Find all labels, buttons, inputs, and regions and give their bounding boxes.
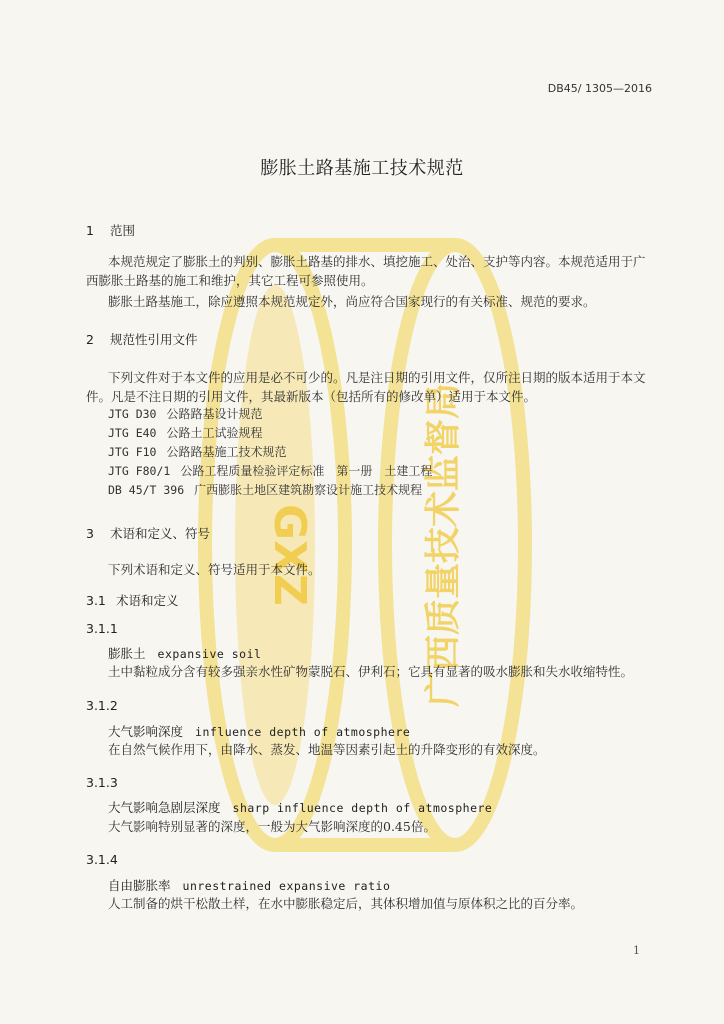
- section-number: 2: [86, 332, 94, 347]
- watermark-org-text: 广西质量技术监督局: [423, 382, 464, 708]
- term-definition: 人工制备的烘干松散土样，在水中膨胀稳定后，其体积增加值与原体积之比的百分率。: [108, 896, 584, 911]
- terms-intro: 下列术语和定义、符号适用于本文件。: [108, 562, 321, 577]
- reference-code: JTG E40: [108, 426, 157, 440]
- reference-item: [108, 424, 432, 443]
- section-3-1-heading: [86, 591, 179, 609]
- section-title: 范围: [110, 223, 136, 238]
- term-en: unrestrained expansive ratio: [182, 879, 391, 893]
- term-heading: [108, 722, 410, 740]
- section-1-heading: [86, 221, 135, 239]
- reference-code: JTG D30: [108, 407, 157, 421]
- term-number: 3.1.2: [86, 698, 118, 713]
- reference-code: DB 45/T 396: [108, 483, 185, 497]
- watermark-logo-text: GXZ: [264, 504, 315, 606]
- reference-item: [108, 405, 432, 424]
- section-title: 术语和定义、符号: [110, 526, 211, 541]
- text-line: 本规范规定了膨胀土的判别、膨胀土路基的排水、填挖施工、处治、支护等内容。本规范适用于广: [108, 254, 646, 269]
- section-number: 3.1: [86, 593, 106, 608]
- document-number: DB45/ 1305—2016: [547, 82, 652, 95]
- section-title: 规范性引用文件: [110, 332, 198, 347]
- term-en: expansive soil: [157, 647, 262, 661]
- reference-item: [108, 443, 432, 462]
- term-definition: 在自然气候作用下，由降水、蒸发、地温等因素引起土的升降变形的有效深度。: [108, 742, 546, 757]
- scope-paragraph-2: 膨胀土路基施工，除应遵照本规范规定外，尚应符合国家现行的有关标准、规范的要求。: [108, 294, 596, 309]
- term-number: 3.1.3: [86, 775, 118, 790]
- reference-item: [108, 462, 432, 481]
- text-line: 西膨胀土路基的施工和维护，其它工程可参照使用。: [86, 273, 374, 288]
- page-number: 1: [633, 944, 640, 957]
- section-number: 1: [86, 223, 94, 238]
- refs-intro-line-1: 下列文件对于本文件的应用是必不可少的。凡是注日期的引用文件，仅所注日期的版本适用于本文: [108, 370, 646, 385]
- scope-paragraph-1-cont: [86, 271, 638, 290]
- term-number: 3.1.4: [86, 852, 118, 867]
- term-en: sharp influence depth of atmosphere: [232, 801, 493, 815]
- term-definition: 大气影响特别显著的深度，一般为大气影响深度的0.45倍。: [108, 819, 436, 834]
- reference-code: JTG F10: [108, 445, 157, 459]
- term-zh: 大气影响深度: [108, 724, 184, 739]
- reference-name: 公路路基设计规范: [166, 407, 263, 421]
- term-zh: 大气影响急剧层深度: [108, 800, 221, 815]
- term-en: influence depth of atmosphere: [195, 725, 411, 739]
- reference-item: [108, 481, 432, 500]
- reference-name: 公路土工试验规程: [166, 426, 263, 440]
- reference-list: [108, 405, 432, 500]
- term-heading: [108, 644, 261, 662]
- reference-name: 公路路基施工技术规范: [166, 445, 287, 459]
- section-2-heading: [86, 330, 198, 348]
- section-3-heading: [86, 524, 210, 542]
- term-heading: [108, 876, 390, 894]
- term-number: 3.1.1: [86, 621, 118, 636]
- scope-paragraph-1: [86, 252, 661, 271]
- reference-code: JTG F80/1: [108, 464, 171, 478]
- term-zh: 膨胀土: [108, 646, 146, 661]
- section-number: 3: [86, 526, 94, 541]
- page-title: 膨胀土路基施工技术规范: [260, 158, 464, 179]
- term-definition: 土中黏粒成分含有较多强亲水性矿物蒙脱石、伊利石；它具有显著的吸水膨胀和失水收缩特性。: [108, 664, 634, 679]
- watermark-stamp: [185, 225, 545, 865]
- refs-intro-line-2: 件。凡是不注日期的引用文件，其最新版本（包括所有的修改单）适用于本文件。: [86, 389, 537, 404]
- reference-name: 公路工程质量检验评定标准 第一册 土建工程: [180, 464, 433, 478]
- term-zh: 自由膨胀率: [108, 878, 171, 893]
- section-title: 术语和定义: [116, 593, 179, 608]
- term-heading: [108, 798, 492, 816]
- reference-name: 广西膨胀土地区建筑勘察设计施工技术规程: [194, 483, 423, 497]
